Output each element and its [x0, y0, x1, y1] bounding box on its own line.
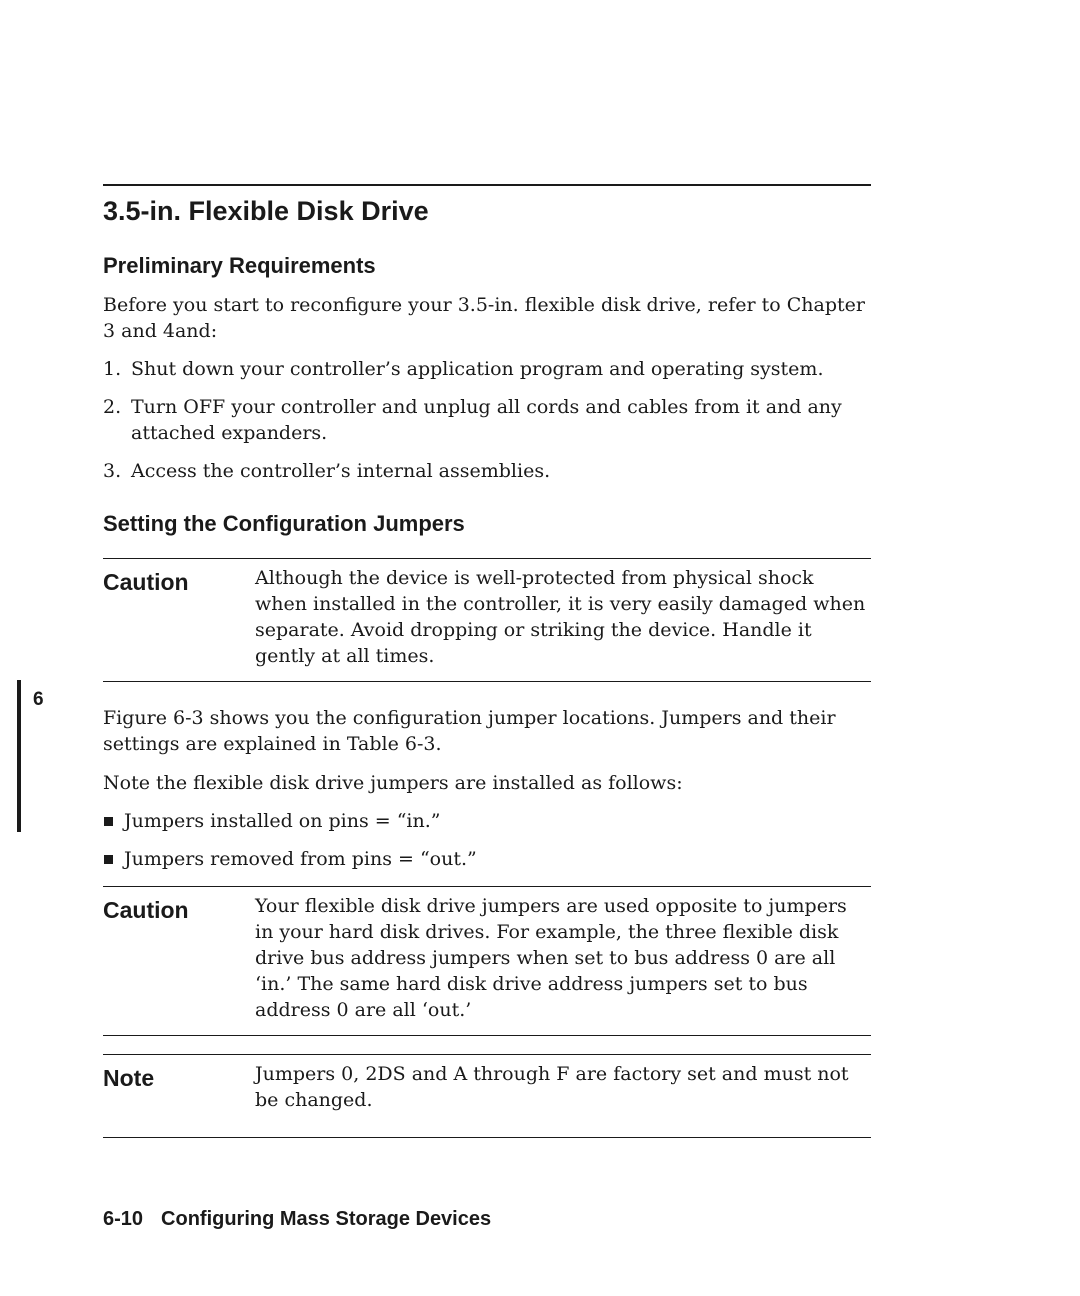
chapter-margin-bar [17, 680, 21, 832]
preliminary-intro: Before you start to reconfigure your 3.5-in. flexible disk drive, refer to Chapter 3 and 4and: [103, 294, 865, 342]
caution-box-shock [103, 558, 871, 682]
caution-text: Your flexible disk drive jumpers are used opposite to jumpers in your hard disk drives. For example, the three flexible disk drive bus address jumpers when set to bus address 0 are all ‘in.’ The same hard disk drive address jumpers set to bus address 0 are all ‘out.’ [255, 895, 847, 1021]
step-number: 3. [103, 460, 122, 482]
step-text: Shut down your controller’s application program and operating system. [131, 358, 824, 380]
bullet-text: Jumpers installed on pins = “in.” [124, 810, 441, 832]
note-label: Note [103, 1065, 155, 1091]
chapter-tab: 6 [33, 689, 44, 710]
bullet-icon [104, 855, 113, 864]
caution-text: Although the device is well-protected from physical shock when installed in the controller, it is very easily damaged when separate. Avoid dropping or striking the device. Handle it gently at all times. [255, 567, 866, 667]
note-text: Jumpers 0, 2DS and A through F are factory set and must not be changed. [255, 1063, 849, 1111]
page-number: 6-10 [103, 1208, 144, 1230]
page-content [103, 184, 871, 1138]
caution-box-jumpers [103, 886, 871, 1036]
caution-label: Caution [103, 569, 189, 595]
figure-reference-paragraph: Figure 6-3 shows you the configuration jumper locations. Jumpers and their settings are explained in Table 6-3. [103, 707, 836, 755]
section-title: 3.5-in. Flexible Disk Drive [103, 196, 429, 226]
step-number: 1. [103, 358, 122, 380]
jumper-note-paragraph: Note the flexible disk drive jumpers are installed as follows: [103, 772, 683, 794]
step-text: Turn OFF your controller and unplug all cords and cables from it and any attached expanders. [131, 396, 842, 444]
caution-label: Caution [103, 897, 189, 923]
step-number: 2. [103, 396, 122, 418]
preliminary-steps [103, 356, 871, 484]
list-item [103, 394, 871, 446]
note-box [103, 1054, 871, 1138]
list-item [103, 458, 871, 484]
page-footer [103, 1208, 491, 1231]
step-text: Access the controller’s internal assemblies. [131, 460, 551, 482]
bullet-icon [104, 817, 113, 826]
list-item [103, 808, 871, 834]
section-rule [103, 184, 871, 186]
list-item [103, 356, 871, 382]
preliminary-heading: Preliminary Requirements [103, 253, 376, 278]
jumper-bullets [103, 808, 871, 872]
bullet-text: Jumpers removed from pins = “out.” [124, 848, 477, 870]
jumpers-heading: Setting the Configuration Jumpers [103, 511, 465, 536]
list-item [103, 846, 871, 872]
footer-chapter-title: Configuring Mass Storage Devices [161, 1208, 492, 1230]
